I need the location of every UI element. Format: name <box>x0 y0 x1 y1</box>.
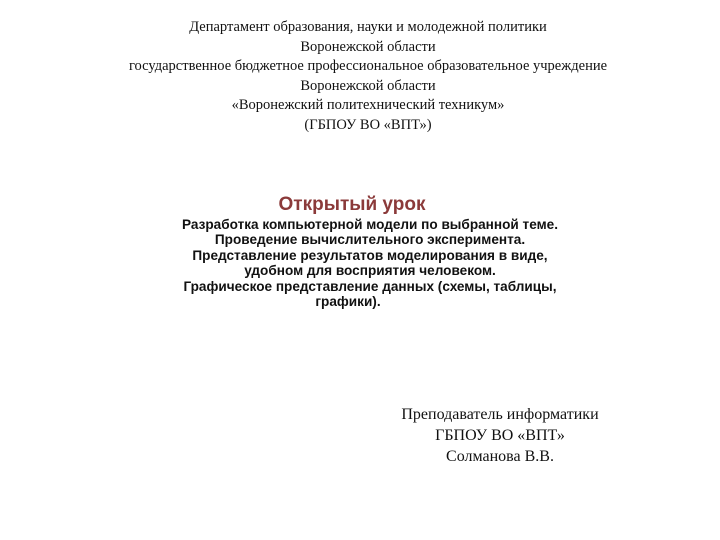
header-line-region-2: Воронежской области <box>300 77 436 94</box>
lesson-topic-line: Представление результатов моделирования в виде, <box>192 247 548 263</box>
teacher-institution: ГБПОУ ВО «ВПТ» <box>435 427 565 444</box>
lesson-topic-line: Разработка компьютерной модели по выбранной теме. <box>182 217 558 232</box>
teacher-position: Преподаватель информатики <box>401 406 599 423</box>
teacher-info <box>340 404 660 467</box>
header-line-region: Воронежской области <box>300 38 436 55</box>
lesson-topic-line: удобном для восприятия человеком. <box>244 263 496 279</box>
header-line-department: Департамент образования, науки и молодежной политики <box>189 19 547 35</box>
lesson-topics <box>155 217 585 309</box>
header-line-abbreviation: (ГБПОУ ВО «ВПТ») <box>304 116 432 133</box>
header-line-institution-type: государственное бюджетное профессиональное образовательное учреждение <box>128 58 608 74</box>
lesson-title: Открытый урок <box>278 194 426 215</box>
lesson-topic-line: графики). <box>315 294 381 310</box>
teacher-name: Солманова В.В. <box>446 448 554 465</box>
lesson-topic-line: Графическое представление данных (схемы, таблицы, <box>183 278 557 294</box>
lesson-topic-line: Проведение вычислительного эксперимента. <box>214 232 526 248</box>
header-line-institution-name: «Воронежский политехнический техникум» <box>231 97 505 113</box>
institution-header <box>0 18 720 135</box>
lesson-block <box>155 193 585 309</box>
